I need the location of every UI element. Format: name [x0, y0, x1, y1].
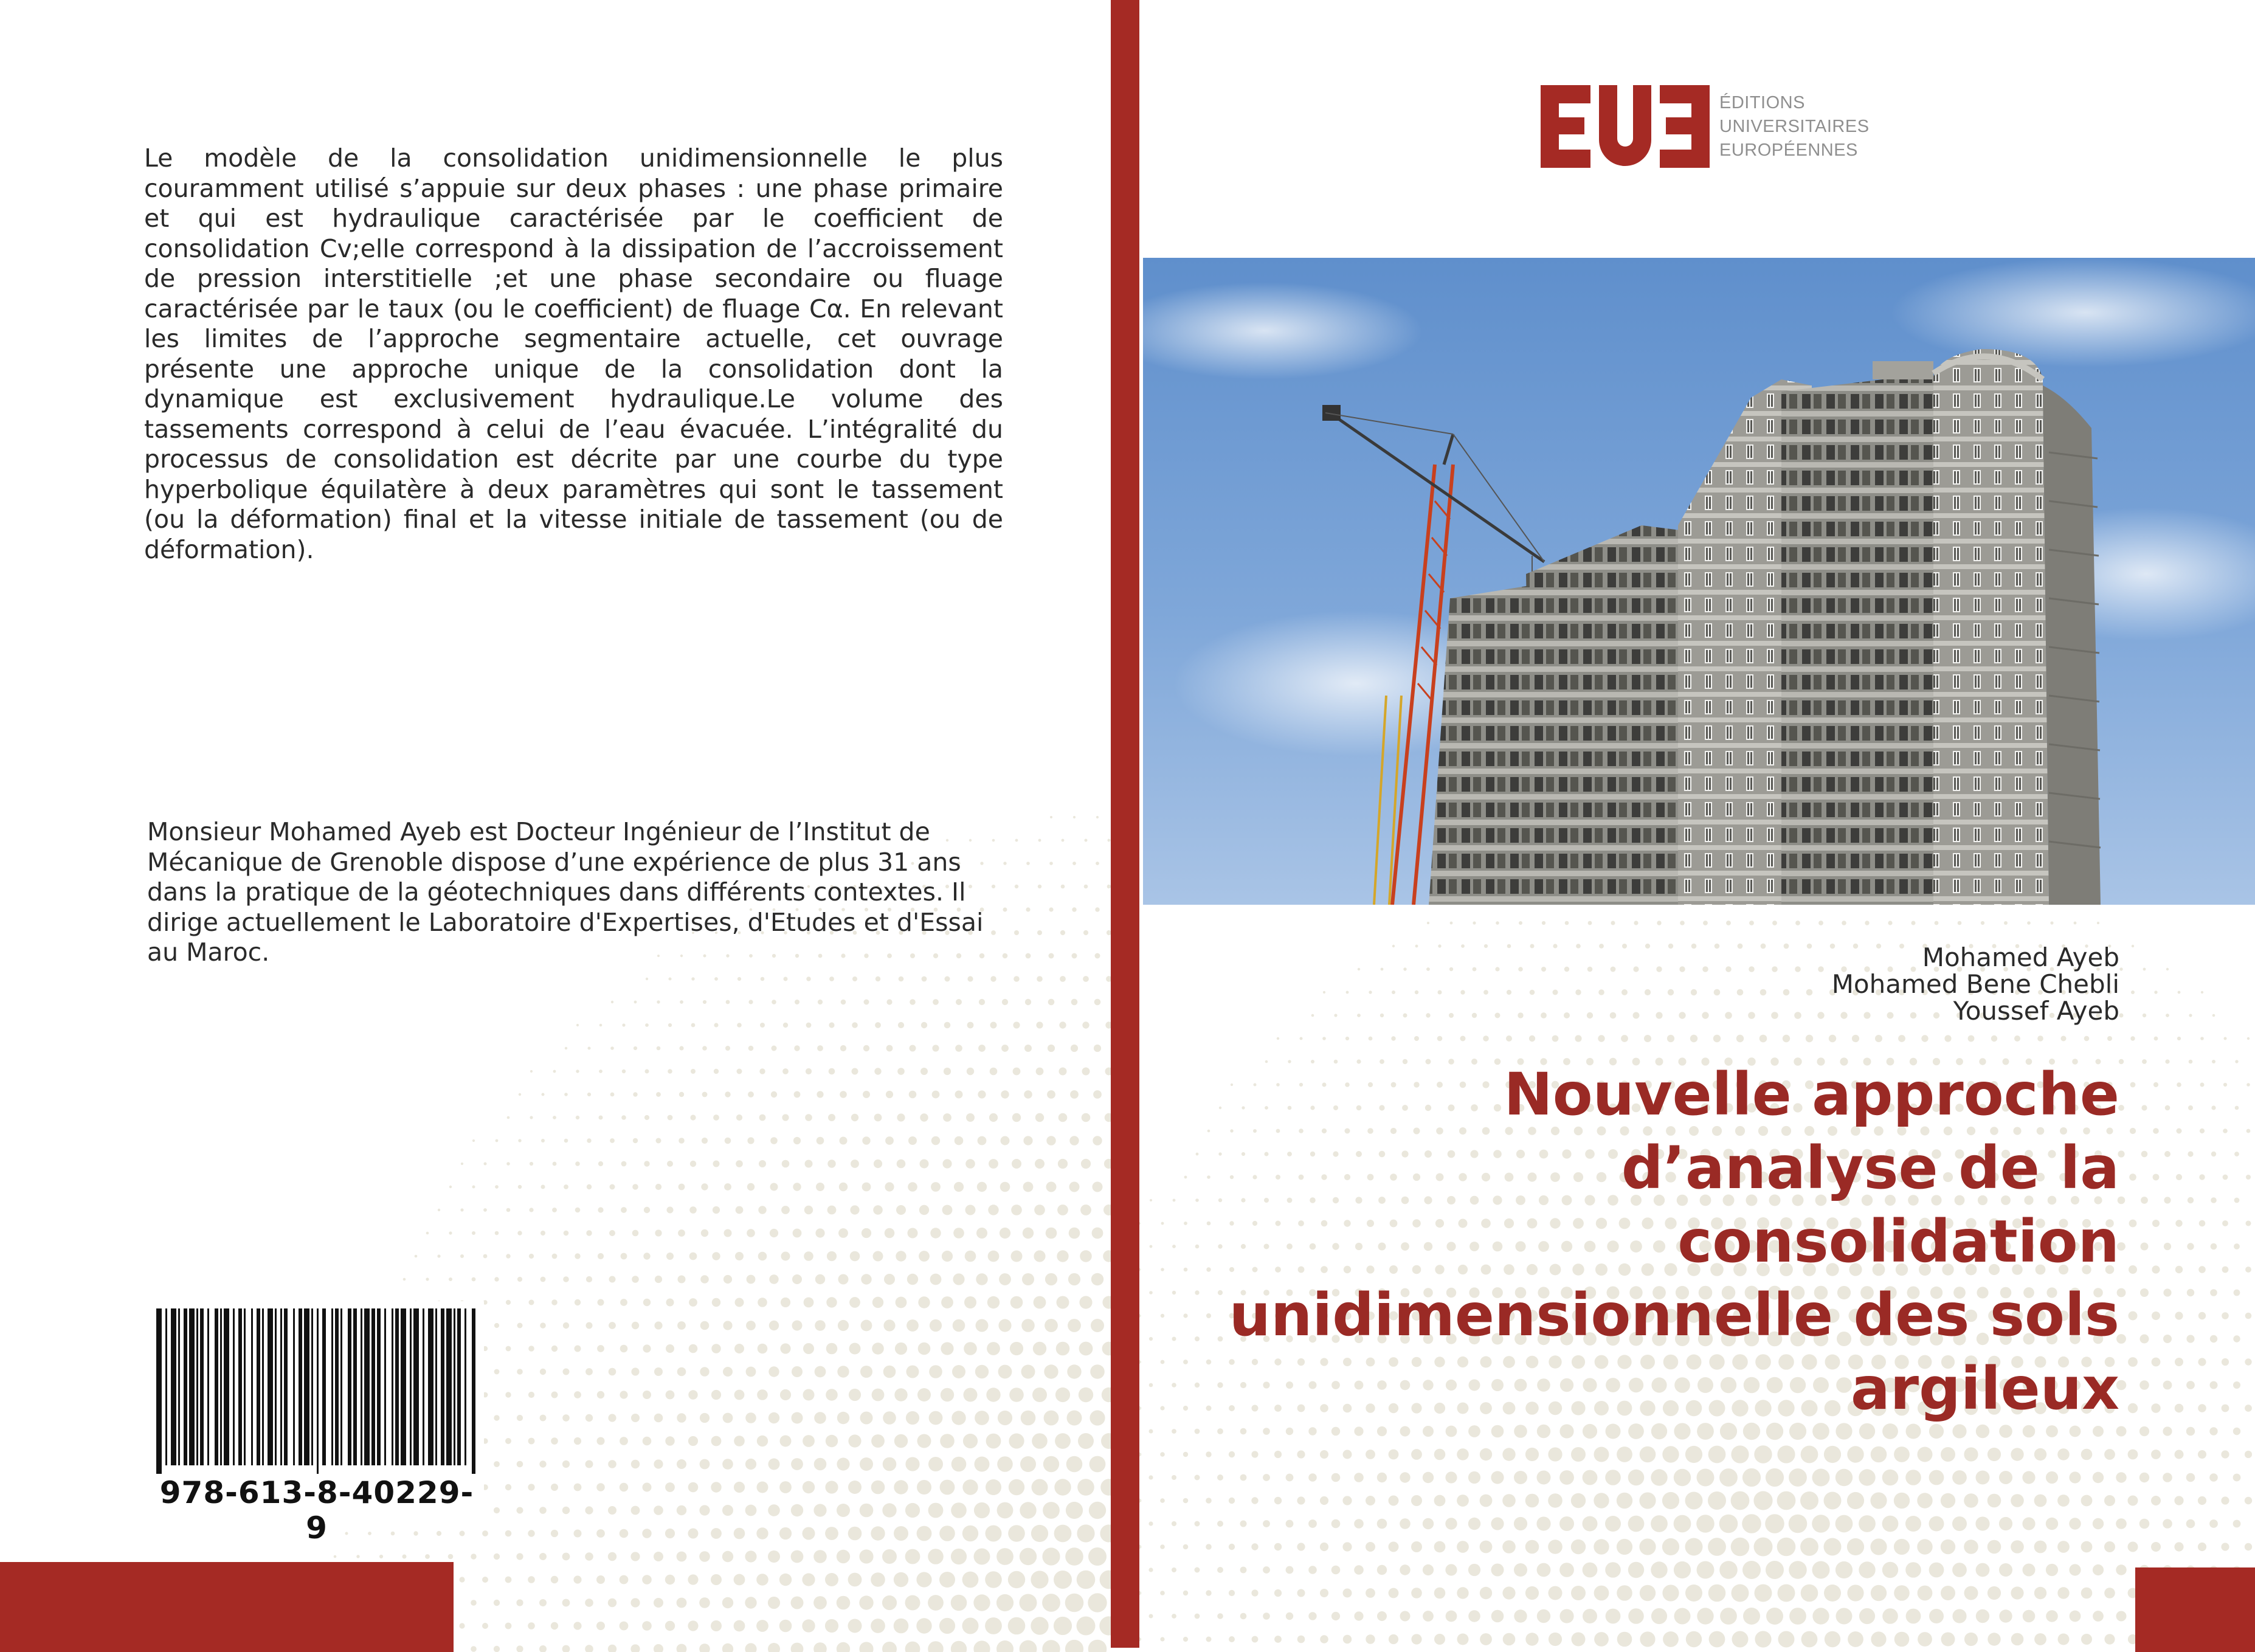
- barcode-bar: [224, 1308, 229, 1465]
- barcode-bar: [428, 1308, 433, 1465]
- barcode-bar: [200, 1308, 204, 1465]
- barcode-bar: [268, 1308, 273, 1465]
- barcode-bar: [156, 1308, 162, 1474]
- book-title-line: consolidation: [1677, 1208, 2119, 1276]
- barcode-bar: [244, 1308, 246, 1465]
- barcode-bar: [457, 1308, 461, 1465]
- author-bio: Monsieur Mohamed Ayeb est Docteur Ingénieur de l’Institut de Mécanique de Grenoble dispose d’une expérience de plus 31 ans dans la pratique de la géotechniques dans différents contextes. Il dirige actuellement le Laboratoire d'Expertises, d'Etudes et d'Essai au Maroc.: [147, 817, 984, 967]
- barcode-bar: [189, 1308, 195, 1465]
- barcode-bar: [435, 1308, 437, 1465]
- barcode-bar: [171, 1308, 176, 1465]
- barcode-bar: [423, 1308, 424, 1465]
- barcode-bar: [446, 1308, 452, 1465]
- barcode-bar: [335, 1308, 339, 1465]
- barcode-bar: [464, 1308, 466, 1465]
- barcode-bar: [299, 1308, 302, 1465]
- barcode-bars: [156, 1308, 477, 1474]
- barcode-bar: [317, 1308, 319, 1474]
- barcode-bar: [257, 1308, 260, 1465]
- barcode-bar: [184, 1308, 187, 1465]
- book-title: [1159, 1058, 2119, 1426]
- barcode-bar: [233, 1308, 235, 1465]
- book-title-line: d’analyse de la: [1621, 1134, 2119, 1202]
- barcode-bar: [384, 1308, 386, 1465]
- barcode-bar: [361, 1308, 362, 1465]
- cover-photo: [1143, 258, 2255, 905]
- publisher-name-line-3: EUROPÉENNES: [1719, 140, 1858, 160]
- spine: [1111, 0, 1139, 1648]
- back-cover-blurb: Le modèle de la consolidation unidimensionnelle le plus couramment utilisé s’appuie sur deux phases : une phase primaire et qui est hydraulique caractérisée par le coefficient de consolidation Cv;elle correspond à la dissipation de l’accroissement de pression interstitielle ;et une phase secondaire ou fluage caractérisée par le taux (ou le coefficient) de fluage Cα. En relevant les limites de l’approche segmentaire actuelle, cet ouvrage présente une approche unique de la consolidation dont la dynamique est exclusivement hydraulique.Le volume des tassements correspond à celui de l’eau évacuée. L’intégralité du processus de consolidation est décrite par une courbe du type hyperbolique équilatère à deux paramètres qui sont le tassement (ou la déformation) final et la vitesse initiale de tassement (ou de déformation).: [144, 143, 1003, 564]
- barcode-bar: [472, 1308, 475, 1474]
- barcode-bar: [311, 1308, 313, 1465]
- isbn-number: 978-613-8-40229-9: [159, 1475, 474, 1546]
- book-title-line: unidimensionnelle des sols: [1229, 1281, 2119, 1349]
- publisher-name: [1719, 91, 1870, 162]
- publisher-name-line-2: UNIVERSITAIRES: [1719, 117, 1870, 136]
- barcode-bar: [331, 1308, 333, 1465]
- barcode-bar: [348, 1308, 351, 1465]
- barcode-bar: [284, 1308, 288, 1465]
- author-list: [1832, 944, 2119, 1025]
- front-cover-color-bar: [2135, 1567, 2255, 1652]
- barcode-bar: [280, 1308, 282, 1465]
- barcode-bar: [401, 1308, 406, 1465]
- construction-building-photo-icon: [1143, 258, 2255, 905]
- author-name: Mohamed Bene Chebli: [1831, 969, 2119, 999]
- barcode-bar: [275, 1308, 277, 1465]
- barcode-bar: [165, 1308, 167, 1465]
- barcode-bar: [410, 1308, 412, 1465]
- barcode-bar: [371, 1308, 375, 1465]
- barcode-bar: [392, 1308, 393, 1465]
- barcode-bar: [454, 1308, 455, 1465]
- barcode-bar: [322, 1308, 326, 1465]
- barcode-bar: [304, 1308, 309, 1465]
- book-title-line: argileux: [1850, 1355, 2119, 1423]
- barcode-bar: [207, 1308, 209, 1465]
- barcode-bar: [293, 1308, 295, 1465]
- author-name: Youssef Ayeb: [1953, 996, 2119, 1026]
- barcode-bar: [220, 1308, 222, 1465]
- barcode-bar: [377, 1308, 381, 1465]
- barcode-bar: [215, 1308, 218, 1465]
- isbn-barcode: [150, 1301, 484, 1546]
- barcode-bar: [340, 1308, 342, 1465]
- publisher-logo: [1541, 85, 1710, 168]
- barcode-bar: [178, 1308, 180, 1465]
- back-cover-color-bar: [0, 1562, 454, 1652]
- barcode-bar: [395, 1308, 399, 1465]
- book-title-line: Nouvelle approche: [1504, 1060, 2119, 1128]
- barcode-bar: [353, 1308, 357, 1465]
- barcode-bar: [413, 1308, 419, 1465]
- barcode-bar: [238, 1308, 242, 1465]
- author-name: Mohamed Ayeb: [1922, 942, 2119, 972]
- publisher-name-line-1: ÉDITIONS: [1719, 93, 1805, 112]
- barcode-bar: [262, 1308, 264, 1465]
- barcode-bar: [196, 1308, 198, 1465]
- barcode-bar: [364, 1308, 370, 1465]
- barcode-bar: [251, 1308, 253, 1465]
- barcode-bar: [441, 1308, 444, 1465]
